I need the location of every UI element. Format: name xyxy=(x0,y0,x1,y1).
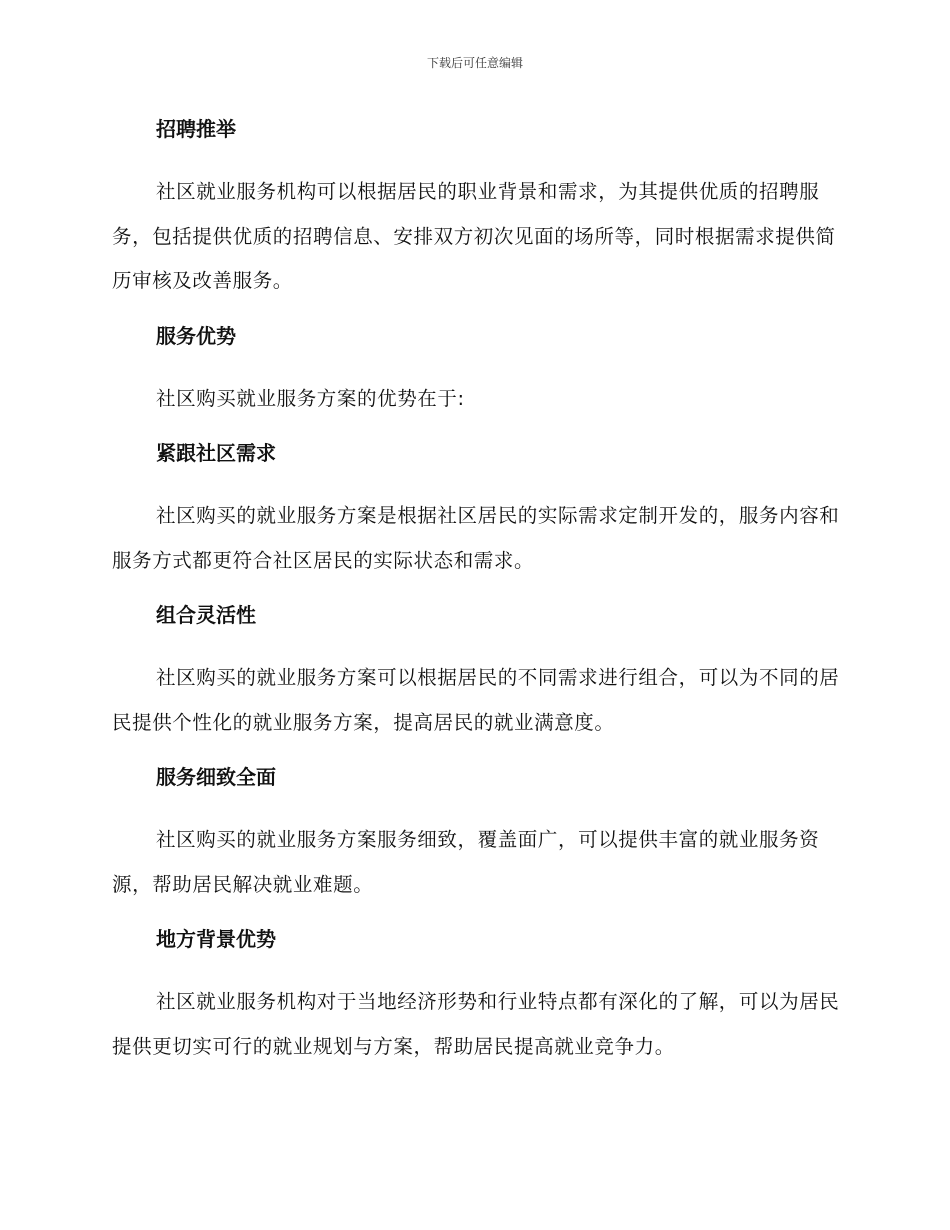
section-heading: 招聘推举 xyxy=(156,117,236,141)
section-heading: 紧跟社区需求 xyxy=(156,441,276,465)
section-service-advantages xyxy=(112,319,842,437)
section-community-needs xyxy=(112,436,842,598)
section-heading: 地方背景优势 xyxy=(156,927,276,951)
section-paragraph: 社区就业服务机构对于当地经济形势和行业特点都有深化的了解，可以为居民提供更切实可行的就业规划与方案，帮助居民提高就业竞争力。 xyxy=(112,990,840,1058)
section-heading: 服务细致全面 xyxy=(156,765,276,789)
section-recruitment xyxy=(112,112,842,319)
section-local-background xyxy=(112,922,842,1069)
section-comprehensive-service xyxy=(112,760,842,922)
section-paragraph: 社区就业服务机构可以根据居民的职业背景和需求，为其提供优质的招聘服务，包括提供优质的招聘信息、安排双方初次见面的场所等，同时根据需求提供简历审核及改善服务。 xyxy=(112,180,836,292)
section-heading: 组合灵活性 xyxy=(156,603,256,627)
section-paragraph: 社区购买的就业服务方案可以根据居民的不同需求进行组合，可以为不同的居民提供个性化的就业服务方案，提高居民的就业满意度。 xyxy=(112,666,840,734)
document-body xyxy=(112,112,842,1069)
section-paragraph: 社区购买的就业服务方案服务细致，覆盖面广，可以提供丰富的就业服务资源，帮助居民解决就业难题。 xyxy=(112,828,820,896)
section-flexibility xyxy=(112,598,842,760)
section-heading: 服务优势 xyxy=(156,323,236,348)
section-paragraph: 社区购买就业服务方案的优势在于: xyxy=(156,386,465,410)
page-header: 下载后可任意编辑 xyxy=(426,56,523,70)
section-paragraph: 社区购买的就业服务方案是根据社区居民的实际需求定制开发的，服务内容和服务方式都更符合社区居民的实际状态和需求。 xyxy=(112,504,840,572)
